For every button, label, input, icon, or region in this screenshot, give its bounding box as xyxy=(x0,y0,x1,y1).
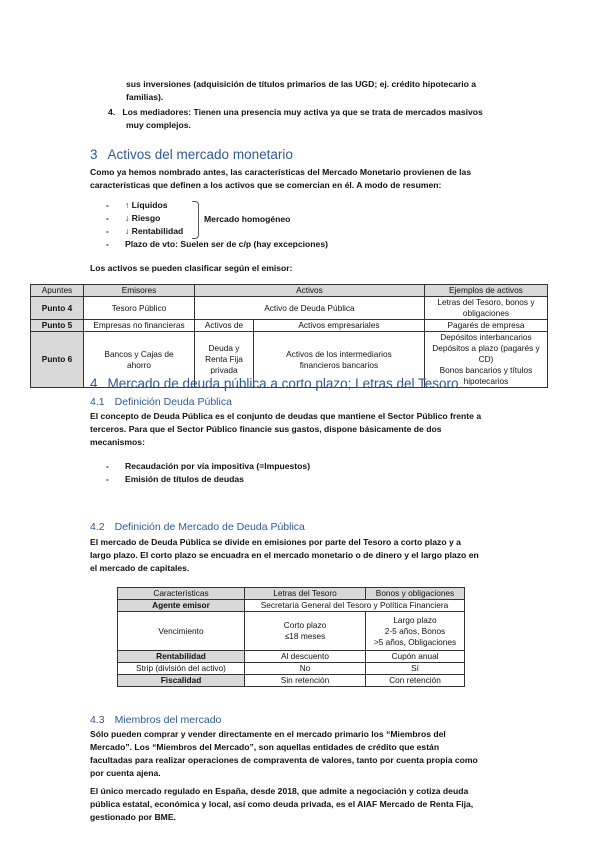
section-4-2-number: 4.2 xyxy=(90,521,105,533)
section-4-1-heading xyxy=(90,396,232,409)
th-emisores: Emisores xyxy=(84,285,195,297)
table-row xyxy=(118,651,465,663)
s3-p1-line-2: características que definen a los activos que se comercian en él. A modo de resumen: xyxy=(90,180,442,190)
table-row xyxy=(31,297,548,320)
s3-p2: Los activos se pueden clasificar según el emisor: xyxy=(90,263,293,273)
row-rentabilidad: Rentabilidad xyxy=(118,651,245,663)
cell-tesoro: Tesoro Público xyxy=(84,297,195,320)
section-4-1-text xyxy=(90,410,520,449)
section-3-bullets xyxy=(90,199,520,251)
dep-line-3: Bonos bancarios y títulos hipotecarios xyxy=(439,365,533,386)
top-line-2: familias). xyxy=(126,92,164,102)
bullet-plazo: - Plazo de vto: Suelen ser de c/p (hay excepciones) xyxy=(90,238,520,251)
item-4-line-1: Los mediadores: Tienen una presencia muy activa ya que se trata de mercados masivos xyxy=(122,107,483,117)
issuer-table-header xyxy=(31,285,548,297)
section-4-3-p1 xyxy=(90,728,520,780)
cell-activos-empresariales: Activos empresariales xyxy=(254,320,425,332)
section-4-2-heading xyxy=(90,521,305,534)
s43-p1-line-4: por cuenta ajena. xyxy=(90,768,161,778)
bullet-recaudacion: - Recaudación por vía impositiva (=Impuestos) xyxy=(90,460,520,473)
cell-deuda-text: Deuda y Renta Fija privada xyxy=(205,343,243,375)
cell-empresas: Empresas no financieras xyxy=(84,320,195,332)
row-punto-4: Punto 4 xyxy=(31,297,84,320)
s41-line-3: mecanismos: xyxy=(90,437,145,447)
th-apuntes: Apuntes xyxy=(31,285,84,297)
cell-sin-retencion: Sin retención xyxy=(245,675,366,687)
corto-line-2: ≤18 meses xyxy=(284,631,326,641)
th-activos: Activos xyxy=(195,285,425,297)
s41-line-2: terceros. Para que el Sector Público financie sus gastos, dispone básicamente de dos xyxy=(90,424,442,434)
issuer-table xyxy=(30,284,548,388)
largo-line-3: >5 años, Obligaciones xyxy=(373,636,457,647)
cell-activo-deuda: Activo de Deuda Pública xyxy=(195,297,425,320)
cell-con-retencion: Con retención xyxy=(366,675,465,687)
s42-line-3: el mercado de capitales. xyxy=(90,563,190,573)
table-row xyxy=(31,320,548,332)
th-bonos: Bonos y obligaciones xyxy=(366,588,465,600)
letras-bonos-table xyxy=(117,587,465,687)
s43-p1-line-3: facultadas para realizar operaciones de compraventa de valores, tanto por cuenta propia como xyxy=(90,755,478,765)
section-3-heading xyxy=(90,147,293,163)
table-row xyxy=(118,663,465,675)
bracket-label: Mercado homogéneo xyxy=(204,214,291,224)
cell-cupon: Cupón anual xyxy=(366,651,465,663)
row-punto-6: Punto 6 xyxy=(31,332,84,388)
section-4-3-title: Miembros del mercado xyxy=(114,714,222,726)
table-row xyxy=(118,675,465,687)
section-4-1-bullets xyxy=(90,460,520,486)
s42-line-1: El mercado de Deuda Pública se divide en emisiones por parte del Tesoro a corto plazo y a xyxy=(90,537,461,547)
cell-strip-no: No xyxy=(245,663,366,675)
cell-corto-plazo xyxy=(245,612,366,651)
cell-bancos-text: Bancos y Cajas de ahorro xyxy=(104,348,174,370)
top-line-1: sus inversiones (adquisición de títulos primarios de las UGD; ej. crédito hipotecario a xyxy=(126,79,477,89)
section-4-1-title: Definición Deuda Pública xyxy=(114,396,232,408)
largo-line-2: 2-5 años, Bonos xyxy=(384,625,446,636)
dep-line-2: Depósitos a plazo (pagarés y CD) xyxy=(432,343,540,364)
corto-line-1: Corto plazo xyxy=(283,620,327,630)
th-caracteristicas: Características xyxy=(118,588,245,600)
section-4-2-title: Definición de Mercado de Deuda Pública xyxy=(114,521,305,533)
th-ejemplos: Ejemplos de activos xyxy=(424,285,547,297)
top-continuation xyxy=(126,78,526,104)
section-4-2-text xyxy=(90,536,520,575)
cell-intermediarios-text: Activos de los intermediarios financieros bancarios xyxy=(286,348,392,370)
cell-pagares: Pagarés de empresa xyxy=(424,320,547,332)
cell-activos-de: Activos de xyxy=(195,320,254,332)
s42-line-2: largo plazo. El corto plazo se encuadra en el mercado monetario o de dinero y el largo plazo en xyxy=(90,550,479,560)
section-4-3-number: 4.3 xyxy=(90,714,105,726)
s41-line-1: El concepto de Deuda Pública es el conjunto de deudas que mantiene el Sector Público frente a xyxy=(90,411,482,421)
table-row xyxy=(118,600,465,612)
section-4-3-heading xyxy=(90,714,221,727)
section-4-number: 4 xyxy=(90,376,98,391)
cell-secretaria: Secretaría General del Tesoro y Política Financiera xyxy=(245,600,465,612)
section-4-1-number: 4.1 xyxy=(90,396,105,408)
bullet-liquidos: - ↑ Líquidos xyxy=(90,199,520,212)
th-letras: Letras del Tesoro xyxy=(245,588,366,600)
section-4-3-p2 xyxy=(90,785,520,824)
bullet-emision: - Emisión de títulos de deudas xyxy=(90,473,520,486)
list-item-4 xyxy=(108,106,528,132)
s43-p1-line-2: Mercado”. Los “Miembros del Mercado”, son aquellas entidades de crédito que están xyxy=(90,742,440,752)
dep-line-1: Depósitos interbancarios xyxy=(440,332,532,342)
s43-p2-line-2: pública estatal, económica y local, así como deuda privada, es el AIAF Mercado de Renta Fija, xyxy=(90,799,474,809)
s43-p1-line-1: Sólo pueden comprar y vender directamente en el mercado primario los “Miembros del xyxy=(90,729,446,739)
lb-table-header xyxy=(118,588,465,600)
cell-strip-si: Sí xyxy=(366,663,465,675)
row-agente: Agente emisor xyxy=(118,600,245,612)
s43-p2-line-1: El único mercado regulado en España, desde 2018, que admite a negociación y cotiza deuda xyxy=(90,786,469,796)
row-punto-5: Punto 5 xyxy=(31,320,84,332)
row-strip: Strip (división del activo) xyxy=(118,663,245,675)
bullet-riesgo: - ↓ Riesgo xyxy=(90,212,520,225)
section-3-number: 3 xyxy=(90,147,98,162)
section-3-title: Activos del mercado monetario xyxy=(107,147,293,162)
item-4-line-2: muy complejos. xyxy=(126,120,191,130)
cell-al-descuento: Al descuento xyxy=(245,651,366,663)
section-4-title: Mercado de deuda pública a corto plazo; Letras del Tesoro xyxy=(107,376,459,391)
cell-largo-plazo xyxy=(366,612,465,651)
s3-p1-line-1: Como ya hemos nombrado antes, las características del Mercado Monetario provienen de las xyxy=(90,167,472,177)
section-4-heading xyxy=(90,376,459,392)
s43-p2-line-3: gestionado por BME. xyxy=(90,812,176,822)
row-vencimiento: Vencimiento xyxy=(118,612,245,651)
table-row xyxy=(118,612,465,651)
largo-line-1: Largo plazo xyxy=(393,614,437,625)
section-3-intro xyxy=(90,166,520,192)
homogeneous-bracket xyxy=(192,201,199,239)
cell-letras: Letras del Tesoro, bonos y obligaciones xyxy=(424,297,547,320)
row-fiscalidad: Fiscalidad xyxy=(118,675,245,687)
section-3-p2 xyxy=(90,262,520,275)
bullet-rentabilidad: - ↓ Rentabilidad xyxy=(90,225,520,238)
item-4-number: 4. xyxy=(108,107,116,117)
